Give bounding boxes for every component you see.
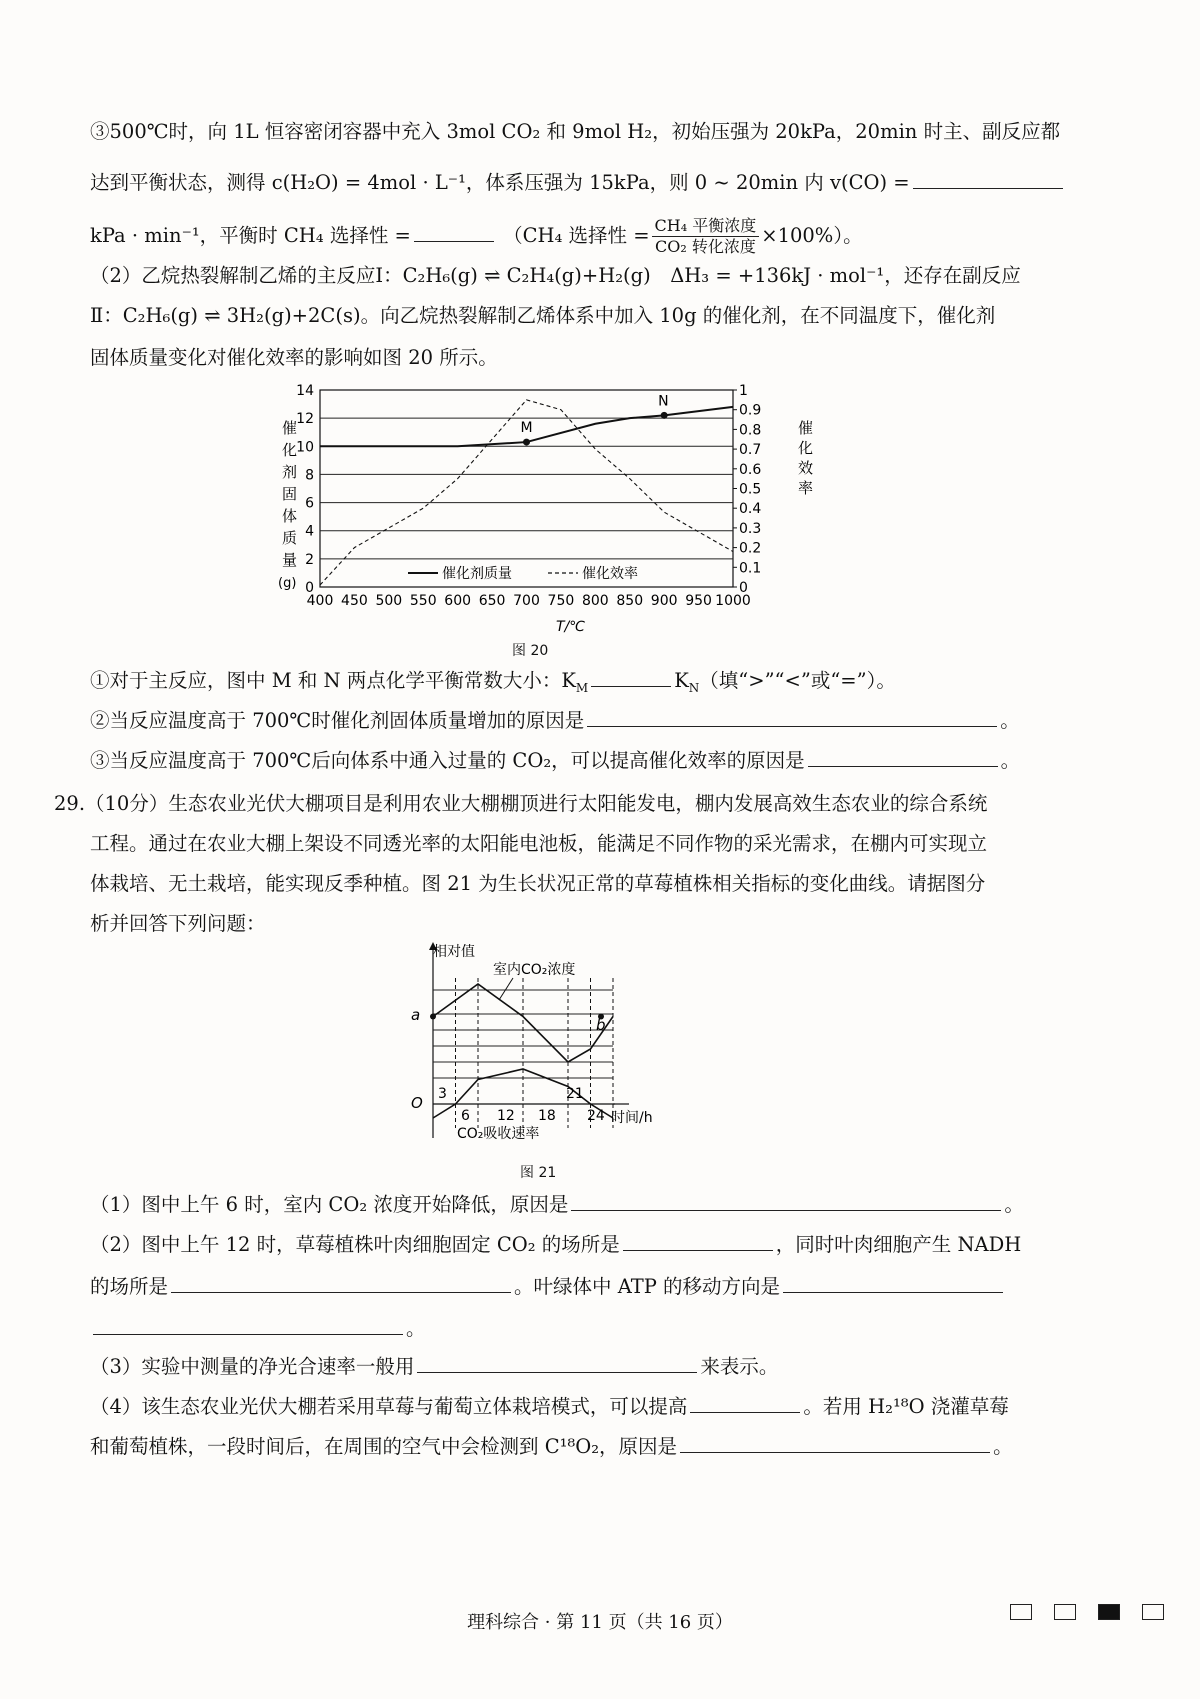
- y-tick-label: 8: [305, 467, 314, 484]
- answer-blank-efficiency[interactable]: [808, 746, 998, 767]
- answer-blank-co2-decrease[interactable]: [571, 1190, 1001, 1211]
- answer-blank-c18o2-reason[interactable]: [680, 1432, 990, 1453]
- svg-text:3: 3: [438, 1086, 447, 1102]
- x-tick-label: 500: [375, 593, 403, 609]
- selectivity-fraction: $\frac{\text{CH₄ 平衡浓度}}{\text{CO₂ 转化浓度}}$: [652, 216, 760, 257]
- svg-text:量: 量: [282, 551, 298, 569]
- svg-text:催: 催: [282, 419, 298, 437]
- answer-blank-co2-fixation-site[interactable]: [623, 1230, 773, 1251]
- fig20-x-label: T/℃: [556, 619, 585, 635]
- svg-text:化: 化: [282, 441, 298, 459]
- y2-tick-label: 0.3: [739, 520, 762, 537]
- x-tick-label: 550: [409, 593, 437, 609]
- y-tick-label: 0: [305, 580, 314, 596]
- fig20-right-axis-label: [798, 419, 813, 497]
- q28-2-sub3: ③当反应温度高于 700℃后向体系中通入过量的 CO₂，可以提高催化效率的原因是 。: [90, 746, 1020, 775]
- y2-tick-label: 0.4: [739, 501, 762, 518]
- q28-2-sub2: ②当反应温度高于 700℃时催化剂固体质量增加的原因是 。: [90, 706, 1020, 735]
- point-label-n: N: [658, 393, 669, 410]
- svg-text:剂: 剂: [282, 463, 298, 481]
- q29-sub1: （1）图中上午 6 时，室内 CO₂ 浓度开始降低，原因是 。: [90, 1190, 1024, 1219]
- fig21-a-mark: a: [411, 1006, 421, 1024]
- x-tick-label: 1000: [715, 593, 751, 609]
- x-tick-label: 650: [478, 593, 506, 609]
- fig21-x-ticks: [438, 1086, 605, 1124]
- svg-text:6: 6: [461, 1108, 470, 1124]
- y2-tick-label: 0.8: [739, 422, 762, 439]
- fig21-abs-label: CO₂吸收速率: [457, 1126, 540, 1142]
- q28-2-line2: Ⅱ：C₂H₆(g) ⇌ 3H₂(g)+2C(s)。向乙烷热裂解制乙烯体系中加入 10g 的催化剂，在不同温度下，催化剂: [90, 304, 996, 327]
- q29-line2: 工程。通过在农业大棚上架设不同透光率的太阳能电池板，能满足不同作物的采光需求，在棚内可实现立: [90, 832, 988, 855]
- y2-tick-label: 0.7: [739, 442, 762, 459]
- q29-sub4-line2: 和葡萄植株，一段时间后，在周围的空气中会检测到 C¹⁸O₂，原因是 。: [90, 1432, 1013, 1461]
- answer-blank-net-photosynthesis[interactable]: [417, 1352, 697, 1373]
- x-tick-label: 850: [616, 593, 644, 609]
- y-tick-label: 4: [305, 523, 314, 540]
- q28-2-sub1: ①对于主反应，图中 M 和 N 两点化学平衡常数大小：$K_M$ $K_N$（填“>”“<”或“=”）。: [90, 666, 896, 702]
- figure-20-caption: 图 20: [512, 643, 549, 659]
- page-footer: 理科综合 · 第 11 页（共 16 页）: [467, 1612, 733, 1633]
- svg-text:效: 效: [798, 459, 814, 477]
- svg-text:催化剂质量: 催化剂质量: [442, 566, 512, 582]
- svg-text:率: 率: [798, 479, 814, 497]
- point-a: [430, 1014, 436, 1020]
- fig21-x-label: 时间/h: [611, 1110, 653, 1126]
- x-tick-label: 400: [306, 593, 334, 609]
- y-tick-label: 6: [305, 495, 314, 512]
- y-tick-label: 10: [296, 439, 314, 456]
- x-tick-label: 900: [650, 593, 678, 609]
- svg-text:(g): (g): [278, 576, 297, 591]
- x-tick-label: 700: [513, 593, 540, 609]
- figure-20-chart: [270, 375, 830, 635]
- y-tick-label: 14: [296, 383, 314, 399]
- svg-text:催化效率: 催化效率: [582, 566, 638, 582]
- answer-blank-atp-direction-cont[interactable]: [93, 1314, 403, 1335]
- svg-text:12: 12: [497, 1108, 515, 1124]
- svg-text:化: 化: [798, 439, 814, 457]
- fig21-b-mark: b: [596, 1016, 606, 1034]
- fig21-origin: O: [411, 1094, 423, 1112]
- y2-tick-label: 1: [739, 383, 748, 399]
- y2-tick-label: 0.1: [739, 560, 762, 577]
- answer-blank-mass-increase[interactable]: [587, 706, 997, 727]
- q28-3-line1: ③500℃时，向 1L 恒容密闭容器中充入 3mol CO₂ 和 9mol H₂，初始压强为 20kPa，20min 时主、副反应都: [90, 120, 1061, 143]
- svg-text:固: 固: [282, 485, 298, 503]
- y2-tick-label: 0.2: [739, 540, 762, 557]
- y-tick-label: 12: [296, 411, 314, 428]
- q28-3-line3: kPa · min⁻¹，平衡时 CH₄ 选择性 = （CH₄ 选择性 = $\frac{\text{CH₄ 平衡浓度}}{\text{CO₂ 转化浓度}}$ ×100%）。: [90, 216, 863, 256]
- q28-2-line1: （2）乙烷热裂解制乙烯的主反应Ⅰ：C₂H₆(g) ⇌ C₂H₄(g)+H₂(g) ΔH₃ = +136kJ · mol⁻¹，还存在副反应: [90, 264, 1021, 287]
- point-n: [661, 412, 668, 419]
- figure-21-caption: 图 21: [520, 1165, 557, 1181]
- answer-blank-atp-direction[interactable]: [783, 1272, 1003, 1293]
- svg-text:21: 21: [566, 1086, 584, 1102]
- q29-sub3: （3）实验中测量的净光合速率一般用 来表示。: [90, 1352, 778, 1381]
- svg-text:24: 24: [587, 1108, 605, 1124]
- q29-line4: 析并回答下列问题：: [90, 912, 266, 935]
- x-tick-label: 750: [547, 593, 575, 609]
- y2-tick-label: 0.6: [739, 461, 762, 478]
- q28-2-line3: 固体质量变化对催化效率的影响如图 20 所示。: [90, 346, 498, 369]
- answer-blank-k-compare[interactable]: [591, 666, 671, 687]
- y2-tick-label: 0.9: [739, 402, 762, 419]
- answer-blank-improvement[interactable]: [690, 1392, 800, 1413]
- y2-tick-label: 0.5: [739, 481, 762, 498]
- answer-blank-v-co[interactable]: [913, 168, 1063, 189]
- fig20-left-axis-label: [278, 419, 297, 591]
- q29-sub4-line1: （4）该生态农业光伏大棚若采用草莓与葡萄立体栽培模式，可以提高 。若用 H₂¹⁸O 浇灌草莓: [90, 1392, 1009, 1421]
- page-marker-boxes: [1010, 1604, 1186, 1624]
- x-tick-label: 450: [341, 593, 368, 609]
- y2-tick-label: 0: [739, 580, 748, 596]
- y-tick-label: 2: [305, 551, 314, 568]
- svg-text:催: 催: [798, 419, 814, 437]
- svg-text:质: 质: [282, 529, 298, 547]
- figure-21-chart: [395, 938, 705, 1150]
- q29-line1: 29.（10分）生态农业光伏大棚项目是利用农业大棚棚顶进行太阳能发电，棚内发展高效生态农业的综合系统: [54, 792, 988, 815]
- fig21-co2-label: 室内CO₂浓度: [493, 962, 576, 978]
- point-m: [523, 439, 530, 446]
- svg-text:18: 18: [538, 1108, 556, 1124]
- q29-sub2-line1: （2）图中上午 12 时，草莓植株叶肉细胞固定 CO₂ 的场所是 ，同时叶肉细胞产生 NADH: [90, 1230, 1021, 1259]
- fig21-co2-pointer: [499, 978, 513, 1000]
- svg-text:体: 体: [282, 507, 298, 525]
- x-tick-label: 600: [444, 593, 472, 609]
- q28-3-line2: 达到平衡状态，测得 c(H₂O) = 4mol · L⁻¹，体系压强为 15kPa，则 0 ~ 20min 内 v(CO) =: [90, 168, 1066, 197]
- point-label-m: M: [520, 420, 533, 437]
- q29-sub2-line3: 。: [90, 1314, 426, 1343]
- answer-blank-ch4-selectivity[interactable]: [414, 221, 494, 242]
- x-tick-label: 800: [581, 593, 609, 609]
- x-tick-label: 950: [685, 593, 712, 609]
- q29-line3: 体栽培、无土栽培，能实现反季种植。图 21 为生长状况正常的草莓植株相关指标的变化曲线。请据图分: [90, 872, 986, 895]
- fig21-y-label: 相对值: [433, 944, 475, 960]
- answer-blank-nadh-site[interactable]: [171, 1272, 511, 1293]
- fig20-legend: [408, 565, 638, 582]
- q29-sub2-line2: 的场所是 。叶绿体中 ATP 的移动方向是: [90, 1272, 1006, 1301]
